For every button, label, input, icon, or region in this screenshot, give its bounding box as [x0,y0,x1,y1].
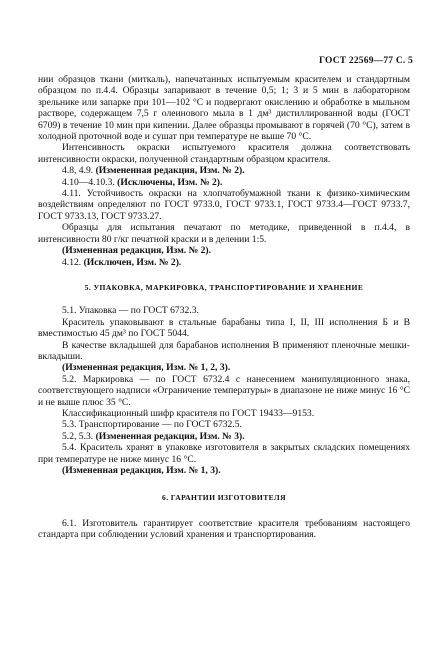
clause-number: 4.12. [62,256,84,268]
amendment-note: (Исключены, Изм. № 2). [117,176,223,188]
amendment-note: (Измененная редакция, Изм. № 3). [95,430,245,442]
clause-number: 5.2, 5.3. [62,430,96,442]
paragraph-4-8 [38,165,410,176]
clause-number: 4.10—4.10.3. [62,176,118,188]
page-content [38,74,410,541]
paragraph-5-1: 5.1. Упаковка — по ГОСТ 6732.3. [62,305,199,317]
amendment-note: (Исключен, Изм. № 2). [83,256,182,268]
amendment-note: (Измененная редакция, Изм. № 2). [62,245,212,257]
paragraph-packaging: Краситель упаковывают в стальные барабаны типа I, II, III исполнения Б и В вместимостью 45 дм³ по ГОСТ 5044. [38,316,410,340]
paragraph-5-3: 5.3. Транспортирование — по ГОСТ 6732.5. [62,419,242,431]
running-header: ГОСТ 22569—77 С. 5 [319,56,413,66]
paragraph-continuation: нии образцов ткани (миткаль), напечатанных испытуемым красителем и стандартным образцом по п.4.4. Образцы запаривают в течение 0,5; 1; 3 и 5 мин в лабораторном зрельнике или запарке при 101—102 °С и подвергают окислению и обработке в мыльном растворе, содержащем 7,5 г олеинового мыла в 1 дм³ дистиллированной воды (ГОСТ 6709) в течение 10 мин при кипении. Далее образцы промывают в горячей (70 °С), затем в холодной проточной воде и сушат при температуре не выше 70 °С. [38,74,410,143]
paragraph-5-2-5-3 [38,431,410,442]
paragraph-liners: В качестве вкладышей для барабанов исполнения В применяют пленочные мешки-вкладыши. [38,339,410,362]
paragraph-5-2: 5.2. Маркировка — по ГОСТ 6732.4 с нанесением манипуляционного знака, соответствующего надписи «Ограничение температуры» в диапазоне не ниже минус 16 °С и не выше плюс 35 °С. [38,373,410,408]
paragraph-intensity: Интенсивность окраски испытуемого красителя должна соответствовать интенсивности окраски, полученной стандартным образцом красителя. [38,142,410,165]
paragraph-samples: Образцы для испытания печатают по методике, приведенной в п.4.4, в интенсивности 80 г/кг печатной краски и в делении 1:5. [38,222,410,245]
amendment-note: (Измененная редакция, Изм. № 2). [95,165,245,177]
paragraph-6-1: 6.1. Изготовитель гарантирует соответствие красителя требованиям настоящего стандарта при соблюдении условий хранения и транспортирования. [38,517,410,541]
paragraph-classification: Классификационный шифр красителя по ГОСТ 19433—9153. [62,407,315,419]
paragraph-5-4: 5.4. Краситель хранят в упаковке изготовителя в закрытых складских помещениях при температуре не ниже минус 16 °С. [38,442,410,465]
section-6-title: 6. ГАРАНТИИ ИЗГОТОВИТЕЛЯ [162,493,286,503]
clause-number: 4.8, 4.9. [62,165,96,177]
section-5-title: 5. УПАКОВКА, МАРКИРОВКА, ТРАНСПОРТИРОВАНИЕ И ХРАНЕНИЕ [84,282,364,292]
paragraph-4-12 [38,257,410,268]
amendment-note: (Измененная редакция, Изм. № 1, 2, 3). [62,362,231,374]
paragraph-4-10 [38,177,410,188]
paragraph-4-11: 4.11. Устойчивость окраски на хлопчатобумажной ткани к физико-химическим воздействиям определяют по ГОСТ 9733.0, ГОСТ 9733.1, ГОСТ 9733.4—ГОСТ 9733.7, ГОСТ 9733.13, ГОСТ 9733.27. [38,188,410,222]
amendment-note: (Измененная редакция, Изм. № 1, 3). [62,465,221,476]
